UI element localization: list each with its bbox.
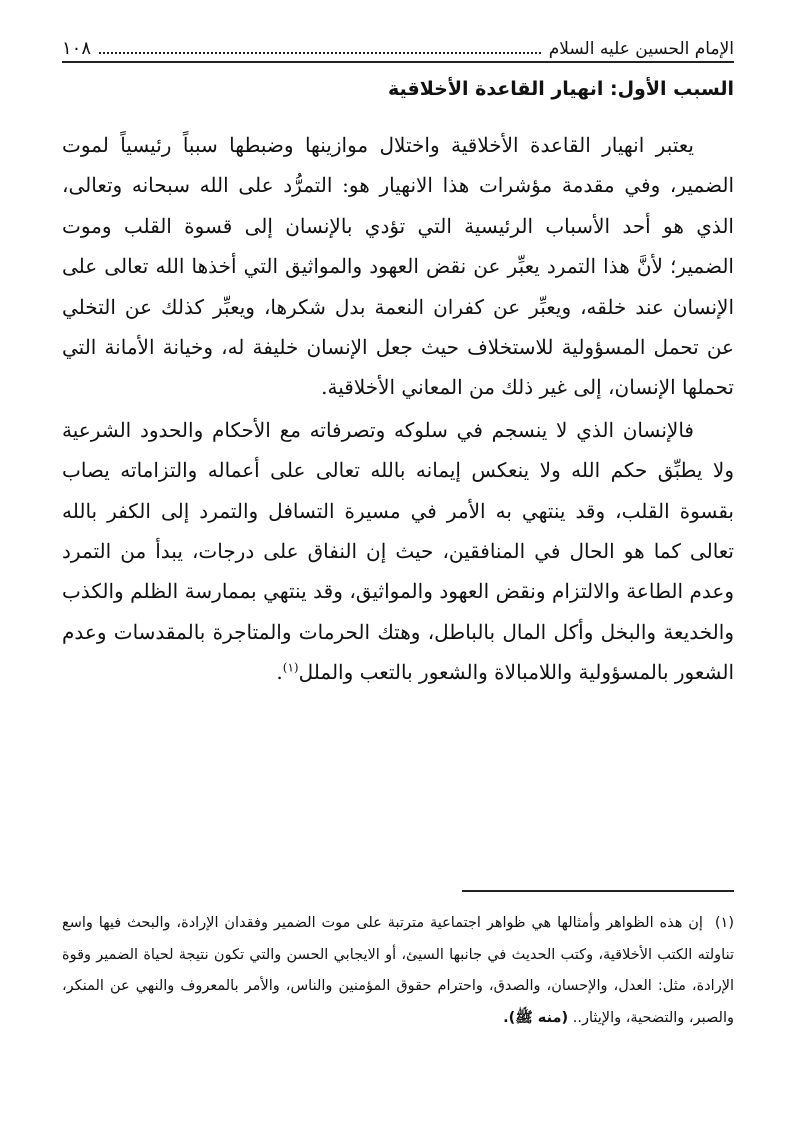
footnote-separator [462,890,734,892]
paragraph-end: . [276,660,283,685]
running-title: الإمام الحسين عليه السلام [548,39,734,59]
paragraph [62,125,734,408]
footnote-source: (منه ﷺ). [503,1009,569,1026]
section-heading: السبب الأول: انهيار القاعدة الأخلاقية [387,78,734,100]
footnote-reference[interactable]: (١) [282,660,299,675]
page-number: ١٠٨ [62,38,92,59]
footnote-text: إن هذه الظواهر وأمثالها هي ظواهر اجتماعية مترتبة على موت الضمير وفقدان الإرادة، والبحث فيها واسع تناولته الكتب الأخلاقية، وكتب الحديث في جانبها السيئ، أو الايجابي الحسن والتي تكون نتيجة لحياة الضمير وقوة الإرادة، مثل: العدل، والإحسان، والصدق، واحترام حقوق المؤمنين والناس، والأمر بالمعروف والنهي عن المنكر، والصبر، والتضحية، والإيثار.. [62,915,734,1026]
page-header [62,30,734,60]
paragraph-text: فالإنسان الذي لا ينسجم في سلوكه وتصرفاته مع الأحكام والحدود الشرعية ولا يطبِّق حكم الله ولا ينعكس إيمانه بالله تعالى على أعماله والتزاماته يصاب بقسوة القلب، وقد ينتهي به الأمر في مسيرة التسافل والتمرد إلى الكفر بالله تعالى كما هو الحال في المنافقين، حيث إن النفاق على درجات، يبدأ من التمرد وعدم الطاعة والالتزام ونقض العهود والمواثيق، وقد ينتهي بممارسة الظلم والكذب والخديعة والبخل وأكل المال بالباطل، وهتك الحرمات والمتاجرة بالمقدسات وعدم الشعور بالمسؤولية واللامبالاة والشعور بالتعب والملل [62,417,734,685]
footnote-number: (١) [714,915,734,931]
paragraph-text: يعتبر انهيار القاعدة الأخلاقية واختلال موازينها وضبطها سبباً رئيسياً لموت الضمير، وفي مقدمة مؤشرات هذا الانهيار هو: التمرُّد على الله سبحانه وتعالى، الذي هو أحد الأسباب الرئيسية التي تؤدي بالإنسان إلى قسوة القلب وموت الضمير؛ لأنَّ هذا التمرد يعبِّر عن نقض العهود والمواثيق التي أخذها الله تعالى على الإنسان عند خلقه، ويعبِّر عن كفران النعمة بدل شكرها، ويعبِّر كذلك عن التخلي عن تحمل المسؤولية للاستخلاف حيث جعل الإنسان خليفة له، وخيانة الأمانة التي تحملها الإنسان، إلى غير ذلك من المعاني الأخلاقية. [62,133,734,400]
header-rule [62,61,734,63]
footnote [62,908,734,1034]
paragraph [62,410,734,693]
body-text [62,125,734,693]
header-dot-leader [99,51,541,54]
